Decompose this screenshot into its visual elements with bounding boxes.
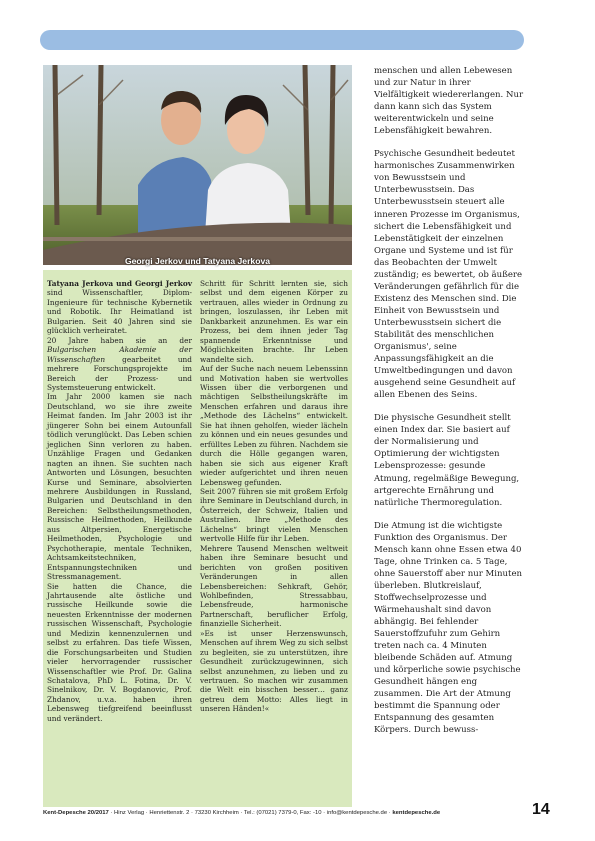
bio-academy-text-a: 20 Jahre haben sie an der [47,335,192,345]
article-paragraph: Die physische Gesundheit stellt einen Index dar. Sie basiert auf der Normalisierung und Optimierung der wichtigsten Lebensprozesse: gesunde Atmung, regelmäßige Bewegung, artgerechte Ernährung und natürliche Thermoregulation. [374,413,520,508]
bio-paragraph [47,336,192,393]
article-body-column [374,65,524,747]
photo-illustration [43,65,352,265]
footer-issue: Kent-Depesche 20/2017 [43,810,109,816]
bio-quote: »Es ist unser Herzenswunsch, Menschen auf ihrem Weg zu sich selbst zu begleiten, sie zu unterstützen, ihre Gesundheit zurückzugewinnen, sich selbst anzunehmen, zu lieben und zu vertrauen. So machen wir zusammen die Welt ein bisschen besser… ganz getreu dem Motto: Alles liegt in unseren Händen!« [200,628,348,714]
bio-paragraph: Auf der Suche nach neuem Lebenssinn und Motivation haben sie wertvolles Wissen über die verborgenen und mächtigen Selbstheilungskräfte im Menschen erfahren und daraus ihre „Methode des Lächelns“ entwickelt. Sie hat ihnen geholfen, wieder lächeln zu können und ein neues gesundes und erfülltes Leben zu führen. Nachdem sie durch die Hölle gegangen waren, haben sie sich aus eigener Kraft wieder aufgerichtet und ihren neuen Lebensweg gefunden. [200,364,348,487]
bio-paragraph: Mehrere Tausend Menschen weltweit haben ihre Seminare besucht und berichten von großen positiven Veränderungen in allen Lebensbereichen: Sehkraft, Gehör, Wohlbefinden, Stressabbau, Lebensfreude, harmonische Partnerschaft, beruflicher Erfolg, finanzielle Sicherheit. [200,543,348,629]
footer-details: · Hinz Verlag · Henriettenstr. 2 · 73230 Kirchheim · Tel.: (07021) 7379-0, Fax: -10 · info@kentdepesche.de · [108,810,393,816]
article-paragraph: menschen und allen Lebewesen und zur Natur in ihrer Vielfältigkeit wiedererlangen. Nur dann kann sich das System weiterentwickeln und seine Lebensfähigkeit bewahren. [374,66,524,137]
bio-column-left [47,279,192,723]
article-paragraph: Die Atmung ist die wichtigste Funktion des Organismus. Der Mensch kann ohne Essen etwa 40 Tage, ohne Trinken ca. 5 Tage, ohne Sauerstoff aber nur Minuten überleben. Blutkreislauf, Stoffwechselprozesse und Wärmehaushalt sind davon abhängig. Bei fehlender Sauerstoffzufuhr zum Gehirn treten nach ca. 4 Minuten bleibende Schäden auf. Atmung und körperliche sowie psychische Gesundheit hängen eng zusammen. Die Art der Atmung bestimmt die Spannung oder Entspannung des gesamten Körpers. Durch bewuss- [374,520,523,736]
bio-intro-text: sind Wissenschaftler, Diplom-Ingenieure für technische Kybernetik und Robotik. Ihr Heimatland ist Bulgarien. Seit 40 Jahren sind sie glücklich verheiratet. [47,288,192,336]
footer-text [43,810,440,816]
header-accent-bar [40,30,524,50]
bio-paragraph: Im Jahr 2000 kamen sie nach Deutschland, wo sie ihre zweite Heimat fanden. Im Jahr 2003 ist ihr jüngerer Sohn bei einem Autounfall tödlich verunglückt. Das Leben schien jeglichen Sinn verloren zu haben. Unzählige Fragen und Gedanken nagten an ihnen. Sie suchten nach Antworten und Lösungen, besuchten Kurse und Seminare, absolvierten mehrere Ausbildungen in Russland, Bulgarien und Deutschland in den Bereichen: Selbstheilungsmethoden, Russische Heilmethoden, Heilkunde aus Altpersien, Energetische Heilmethoden, Psychologie und Psychotherapie, mentale Techniken, Achtsamkeitstechniken, Entspannungstechniken und Stressmanagement. [47,392,192,582]
bio-paragraph [47,279,192,336]
article-paragraph: Psychische Gesundheit bedeutet harmonisches Zusammenwirken von Bewusstsein und Unterbewusstsein. Das Unterbewusstsein steuert alle inneren Prozesse im Organismus, sichert die Lebensfähigkeit und Lebenstätigkeit der einzelnen Organe und Systeme und ist für das Beobachten der Umwelt zuständig; es bewertet, ob äußere Veränderungen gefährlich für die Existenz des Menschen sind. Die Einheit von Bewusstsein und Unterbewusstsein sichert die Stabilität des menschlichen Organismus', seine Anpassungsfähigkeit an die Umweltbedingungen und davon ausgehend seine Gesundheit auf allen Ebenen des Seins. [374,149,523,401]
page-number: 14 [532,801,550,818]
bio-authors-lead: Tatyana Jerkova und Georgi Jerkov [47,279,192,288]
bio-paragraph: Schritt für Schritt lernten sie, sich selbst und dem eigenen Körper zu vertrauen, alles wieder in Ordnung zu bringen, loszulassen, ihr Leben mit Dankbarkeit anzunehmen. Es war ein Prozess, bei dem ihnen jeder Tag spannende Erkenntnisse und Möglichkeiten brachte. Ihr Leben wandelte sich. [200,279,348,364]
bio-academy-text-b: gearbeitet und mehrere Forschungsprojekte im Bereich der Prozess- und Systemsteuerung entwickelt. [47,354,192,392]
bio-column-right [200,279,348,714]
photo-caption: Georgi Jerkov und Tatyana Jerkova [124,256,271,266]
footer-website-link[interactable]: kentdepesche.de [392,810,441,816]
author-photo [43,65,352,265]
bio-academy-name: Bulgarischen Akademie der Wissenschaften [47,345,192,364]
bio-paragraph: Sie hatten die Chance, die Jahrtausende alte östliche und russische Heilkunde sowie die neuesten Erkenntnisse der modernen russischen Wissenschaft, Psychologie und Medizin kennenzulernen und selbst zu erfahren. Das tiefe Wissen, die Forschungsarbeiten und Studien vieler hervorragender russischer Wissenschaftler wie Prof. Dr. Galina Schatalova, PhD L. Fotina, Dr. V. Sinelnikov, Dr. V. Bogdanovic, Prof. Zhdanov, u.v.a. haben ihren Lebensweg tiefgreifend beeinflusst und verändert. [47,581,192,723]
bio-paragraph: Seit 2007 führen sie mit großem Erfolg ihre Seminare in Deutschland durch, in Österreich, der Schweiz, Italien und Australien. Ihre „Methode des Lächelns“ bringt vielen Menschen wertvolle Hilfe für ihr Leben. [200,486,348,544]
page-footer [43,807,525,823]
